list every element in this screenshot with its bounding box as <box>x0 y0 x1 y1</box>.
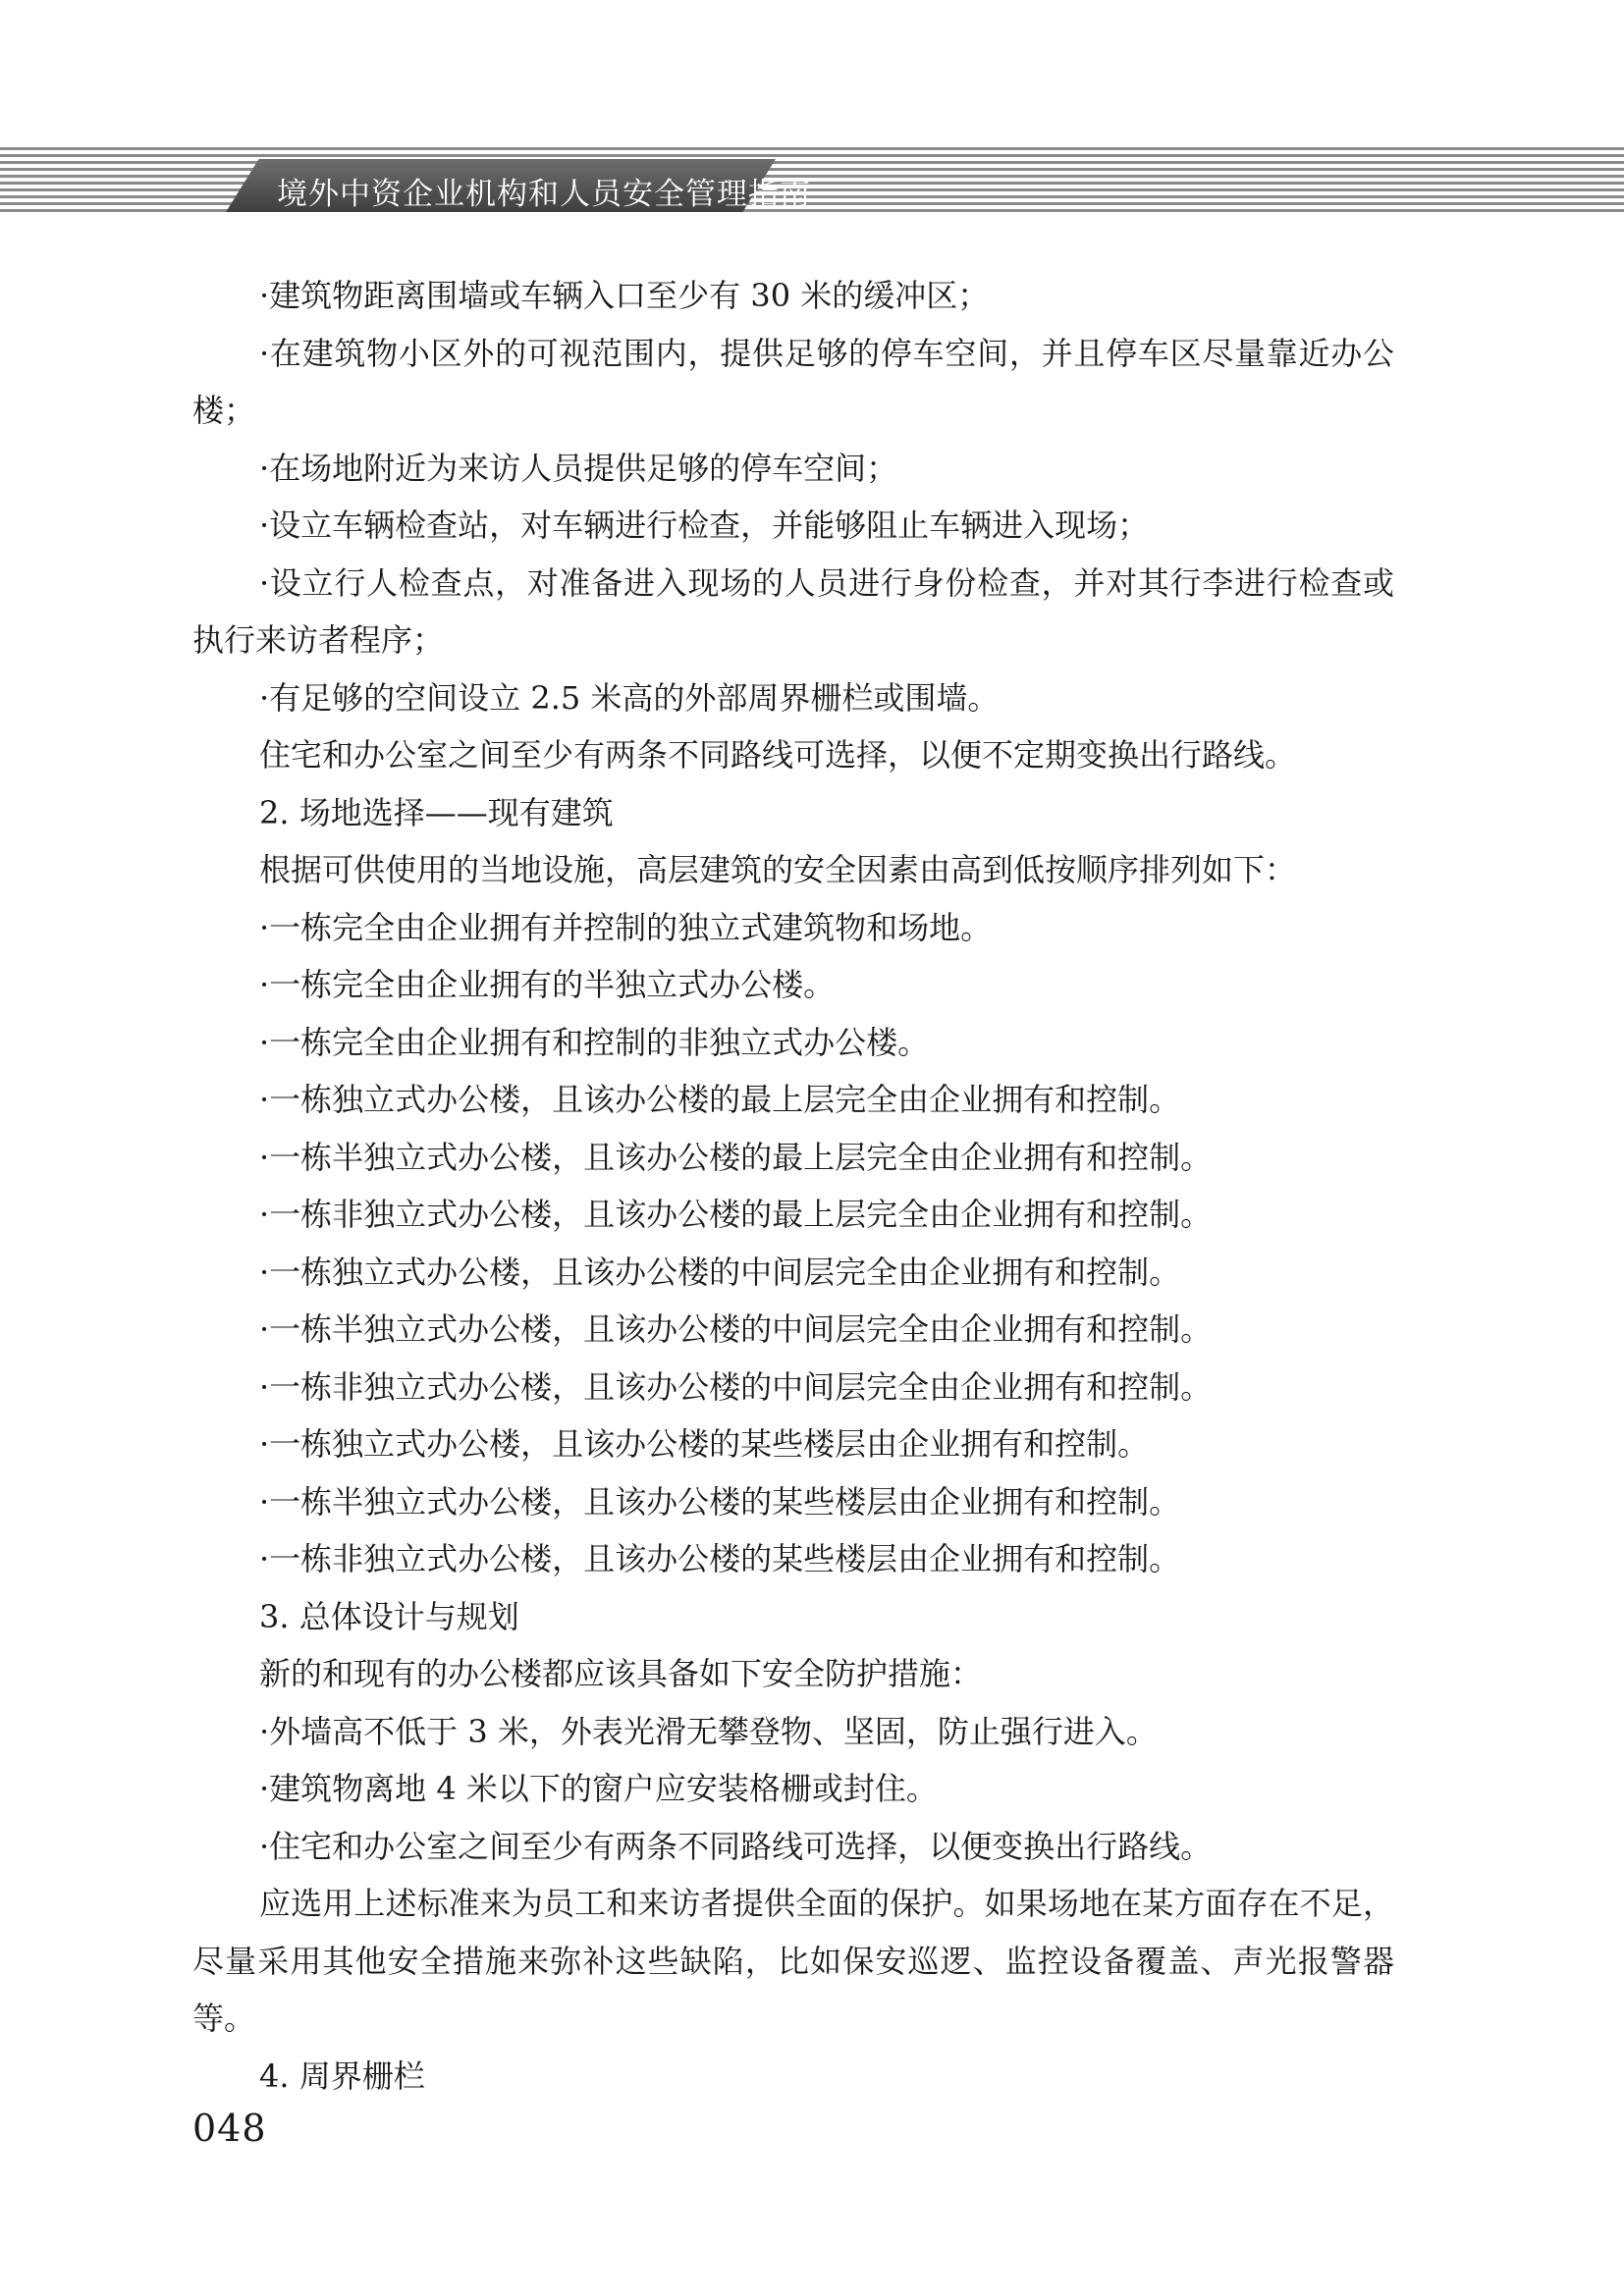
list-item: ·一栋非独立式办公楼，且该办公楼的某些楼层由企业拥有和控制。 <box>259 1540 1181 1577</box>
section-heading: 3. 总体设计与规划 <box>259 1597 519 1635</box>
list-item: ·一栋完全由企业拥有和控制的非独立式办公楼。 <box>259 1023 930 1061</box>
body-text <box>192 267 1394 2105</box>
list-item: ·一栋独立式办公楼，且该办公楼的某些楼层由企业拥有和控制。 <box>259 1425 1150 1463</box>
running-header <box>0 147 1624 212</box>
header-title: 境外中资企业机构和人员安全管理指南 <box>277 177 811 212</box>
list-item: ·一栋独立式办公楼，且该办公楼的最上层完全由企业拥有和控制。 <box>259 1081 1181 1118</box>
section-heading: 4. 周界栅栏 <box>259 2056 425 2095</box>
paragraph: ·有足够的空间设立 2.5 米高的外部周界栅栏或围墙。 <box>259 678 1000 717</box>
list-item: ·一栋完全由企业拥有的半独立式办公楼。 <box>259 966 836 1003</box>
paragraph: 住宅和办公室之间至少有两条不同路线可选择，以便不定期变换出行路线。 <box>259 736 1297 774</box>
paragraph: 新的和现有的办公楼都应该具备如下安全防护措施： <box>259 1655 983 1692</box>
list-item: ·一栋完全由企业拥有并控制的独立式建筑物和场地。 <box>259 908 993 946</box>
list-item: ·住宅和办公室之间至少有两条不同路线可选择，以便变换出行路线。 <box>259 1827 1213 1865</box>
list-item: ·外墙高不低于 3 米，外表光滑无攀登物、坚固，防止强行进入。 <box>259 1712 1158 1750</box>
paragraph: 应选用上述标准来为员工和来访者提供全面的保护。如果场地在某方面存在不足，尽量采用其他安全措施来弥补这些缺陷，比如保安巡逻、监控设备覆盖、声光报警器等。 <box>192 1885 1394 2037</box>
paragraph: ·在建筑物小区外的可视范围内，提供足够的停车空间，并且停车区尽量靠近办公楼； <box>192 334 1394 429</box>
list-item: ·一栋半独立式办公楼，且该办公楼的某些楼层由企业拥有和控制。 <box>259 1482 1181 1521</box>
section-heading: 2. 场地选择——现有建筑 <box>259 793 614 831</box>
paragraph: ·在场地附近为来访人员提供足够的停车空间； <box>259 449 898 487</box>
list-item: ·一栋独立式办公楼，且该办公楼的中间层完全由企业拥有和控制。 <box>259 1253 1181 1291</box>
list-item: ·一栋非独立式办公楼，且该办公楼的中间层完全由企业拥有和控制。 <box>259 1367 1213 1406</box>
paragraph: ·建筑物距离围墙或车辆入口至少有 30 米的缓冲区； <box>259 277 990 314</box>
list-item: ·一栋半独立式办公楼，且该办公楼的中间层完全由企业拥有和控制。 <box>259 1310 1213 1348</box>
list-item: ·一栋非独立式办公楼，且该办公楼的最上层完全由企业拥有和控制。 <box>259 1196 1213 1233</box>
page-number: 048 <box>192 2107 267 2150</box>
paragraph: ·设立车辆检查站，对车辆进行检查，并能够阻止车辆进入现场； <box>259 507 1150 544</box>
paragraph: ·设立行人检查点，对准备进入现场的人员进行身份检查，并对其行李进行检查或执行来访者程序； <box>192 563 1394 659</box>
paragraph: 根据可供使用的当地设施，高层建筑的安全因素由高到低按顺序排列如下： <box>259 851 1297 888</box>
list-item: ·建筑物离地 4 米以下的窗户应安装格栅或封住。 <box>259 1770 938 1807</box>
list-item: ·一栋半独立式办公楼，且该办公楼的最上层完全由企业拥有和控制。 <box>259 1138 1213 1176</box>
